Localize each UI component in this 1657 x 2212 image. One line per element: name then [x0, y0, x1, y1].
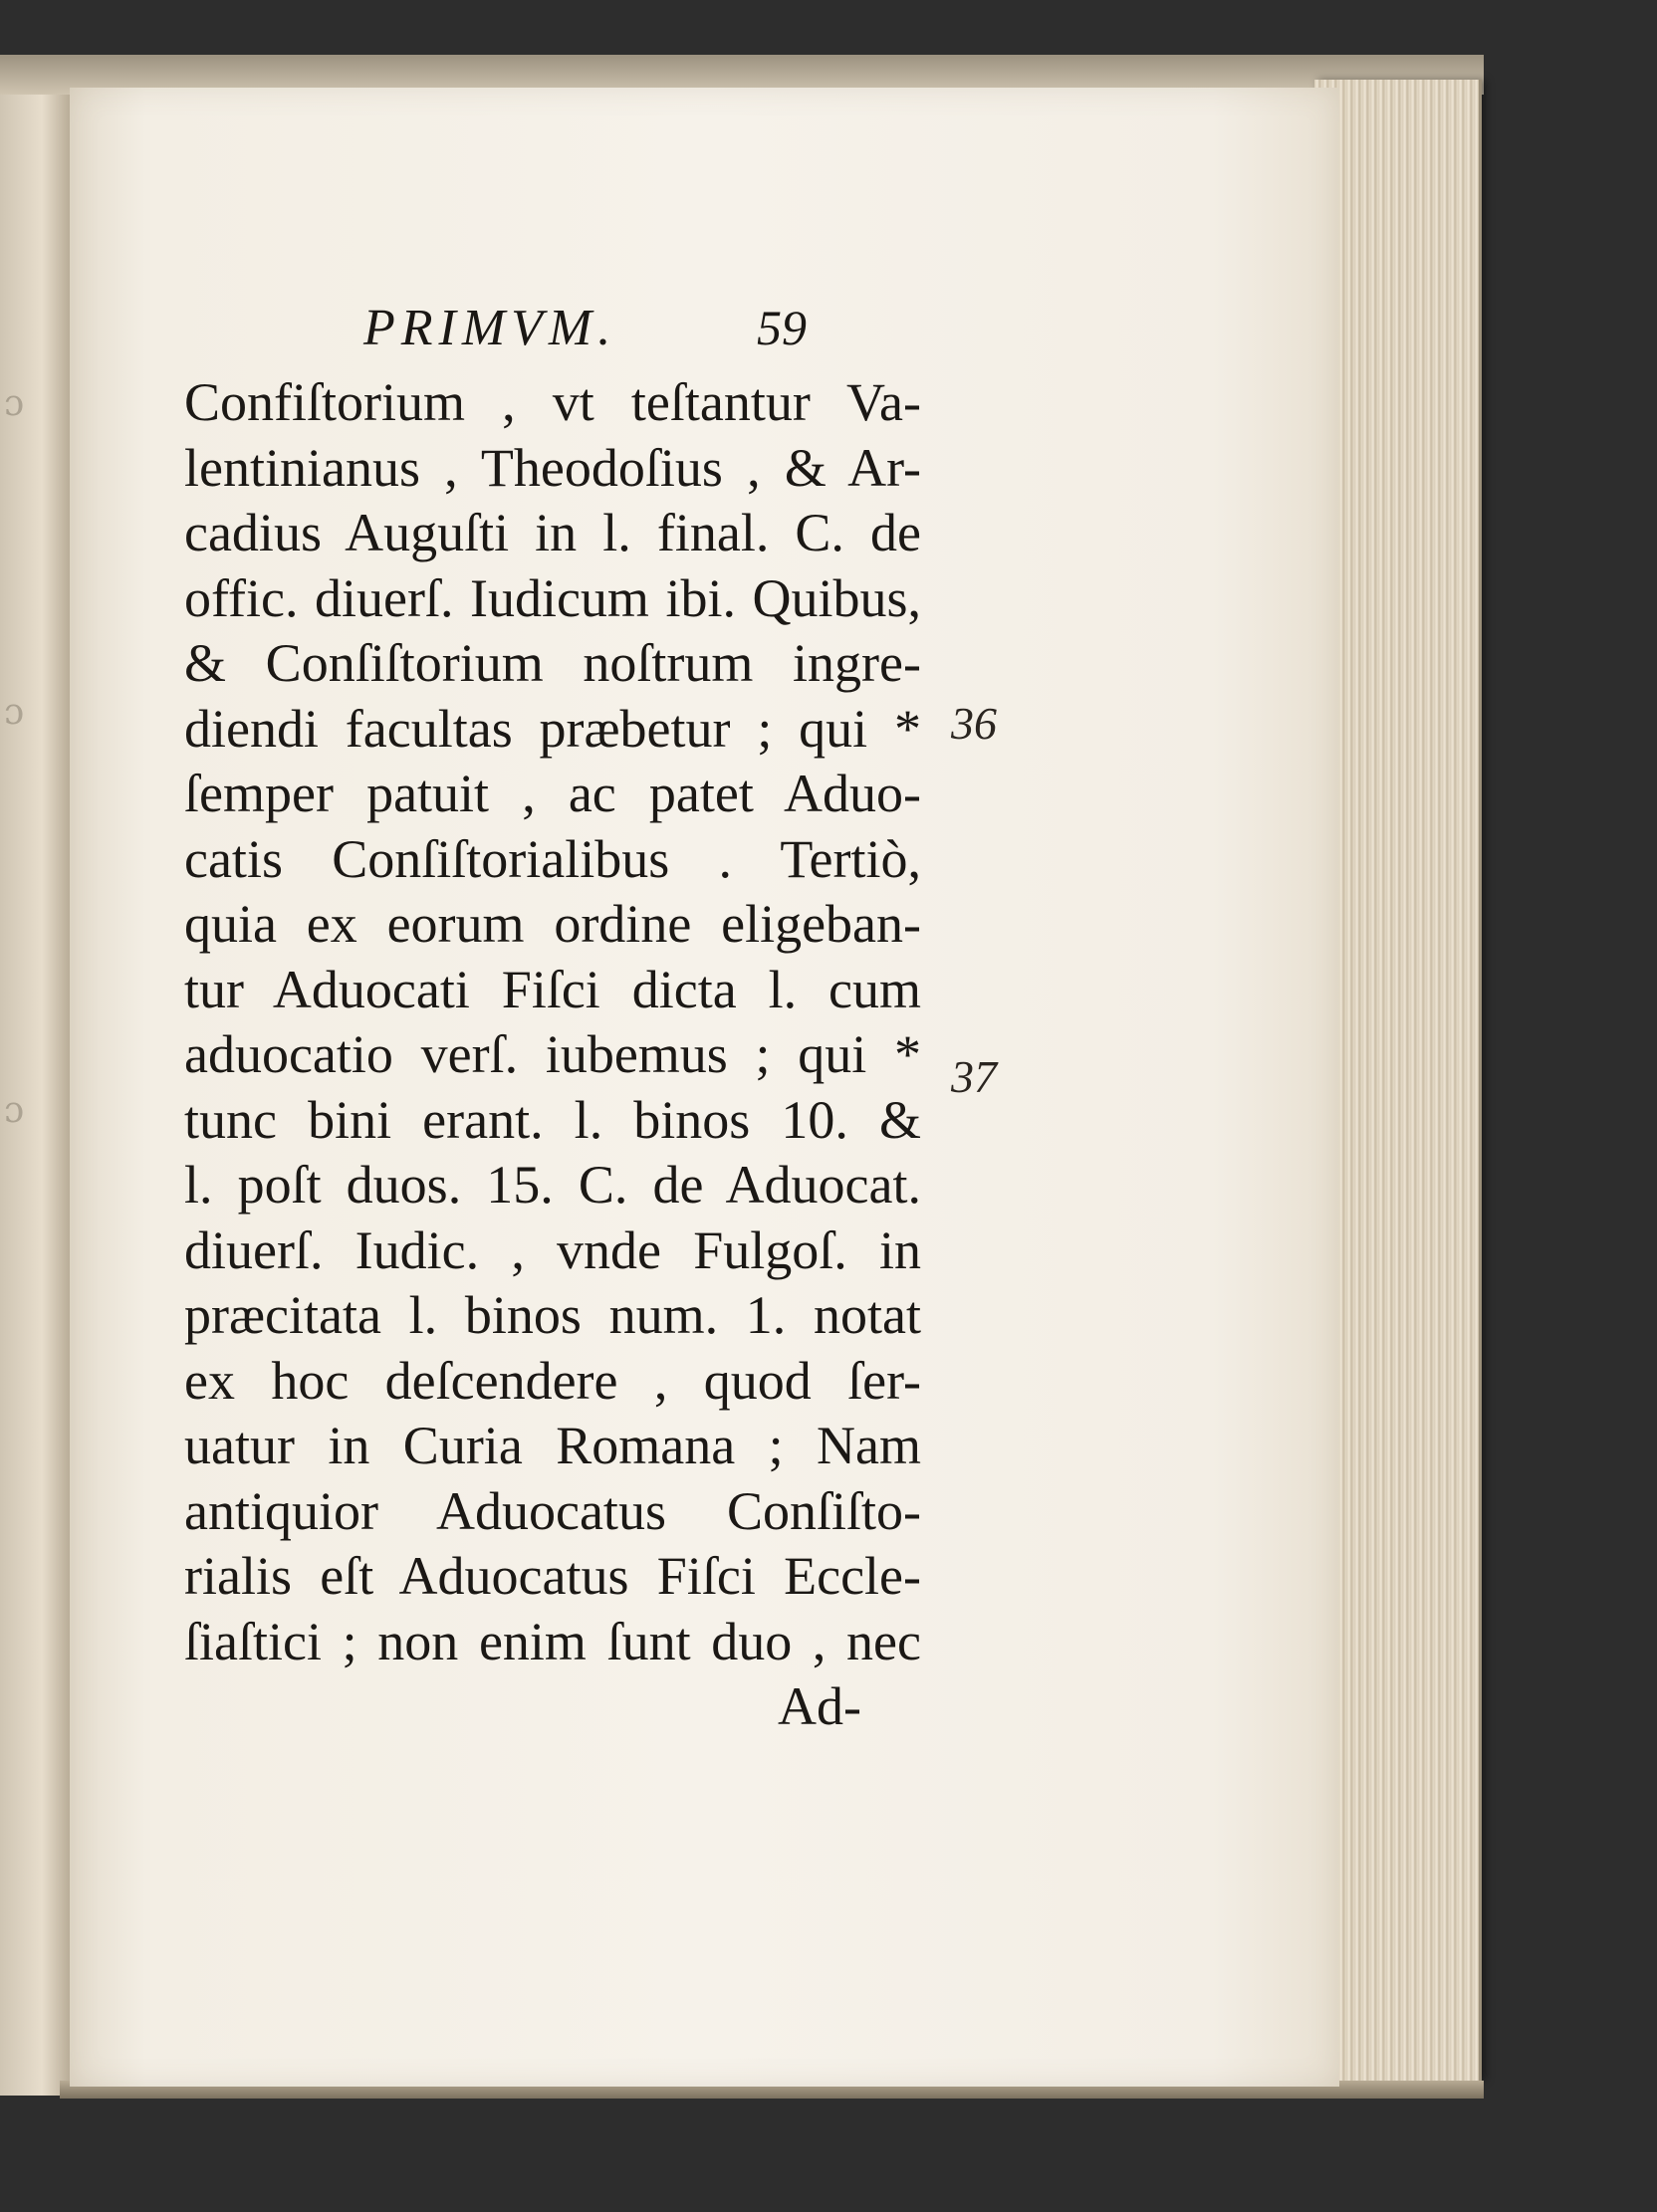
text-line: rialis eſt Aduocatus Fiſci Eccle-: [184, 1546, 921, 1606]
text-line: ſemper patuit , ac patet Aduo-: [184, 764, 921, 823]
text-line: catis Conſiſtorialibus . Tertiò,: [184, 828, 921, 889]
text-line: antiquior Aduocatus Conſiſto-: [184, 1480, 921, 1541]
left-page-edge: [0, 95, 72, 2096]
running-header: PRIMVM.: [363, 300, 617, 356]
ghost-letter: ɔ: [4, 1090, 25, 1131]
body-text: [184, 370, 921, 1740]
text-line: diuerſ. Iudic. , vnde Fulgoſ. in: [184, 1219, 921, 1280]
text-line: cadius Auguſti in l. final. C. de: [184, 503, 921, 562]
page-number: 59: [757, 300, 807, 355]
text-line: offic. diuerſ. Iudicum ibi. Quibus,: [184, 567, 921, 628]
text-line: lentinianus , Theodoſius , & Ar-: [184, 437, 921, 498]
text-line: l. poſt duos. 15. C. de Aduocat.: [184, 1155, 921, 1215]
text-line: uatur in Curia Romana ; Nam: [184, 1416, 921, 1475]
margin-note-number: 36: [951, 698, 997, 749]
ghost-letter: ɔ: [4, 692, 25, 733]
text-line: ſiaſtici ; non enim ſunt duo , nec: [184, 1611, 921, 1671]
text-line: diendi facultas præbetur ; qui *: [184, 698, 921, 759]
ghost-letter: ɔ: [4, 383, 25, 424]
text-line: præcitata l. binos num. 1. notat: [184, 1285, 921, 1345]
text-line: & Conſiſtorium noſtrum ingre-: [184, 633, 921, 693]
page-stack-edges: [1314, 80, 1482, 2081]
text-line: tunc bini erant. l. binos 10. &: [184, 1089, 921, 1150]
text-line: Confiſtorium , vt teſtantur Va-: [184, 372, 921, 432]
text-line: aduocatio verſ. iubemus ; qui *: [184, 1024, 921, 1084]
text-line: quia ex eorum ordine eligeban-: [184, 894, 921, 954]
catchword: Ad-: [778, 1676, 861, 1736]
text-line: tur Aduocati Fiſci dicta l. cum: [184, 959, 921, 1019]
margin-note-number: 37: [951, 1051, 997, 1102]
text-line: ex hoc deſcendere , quod ſer-: [184, 1350, 921, 1411]
